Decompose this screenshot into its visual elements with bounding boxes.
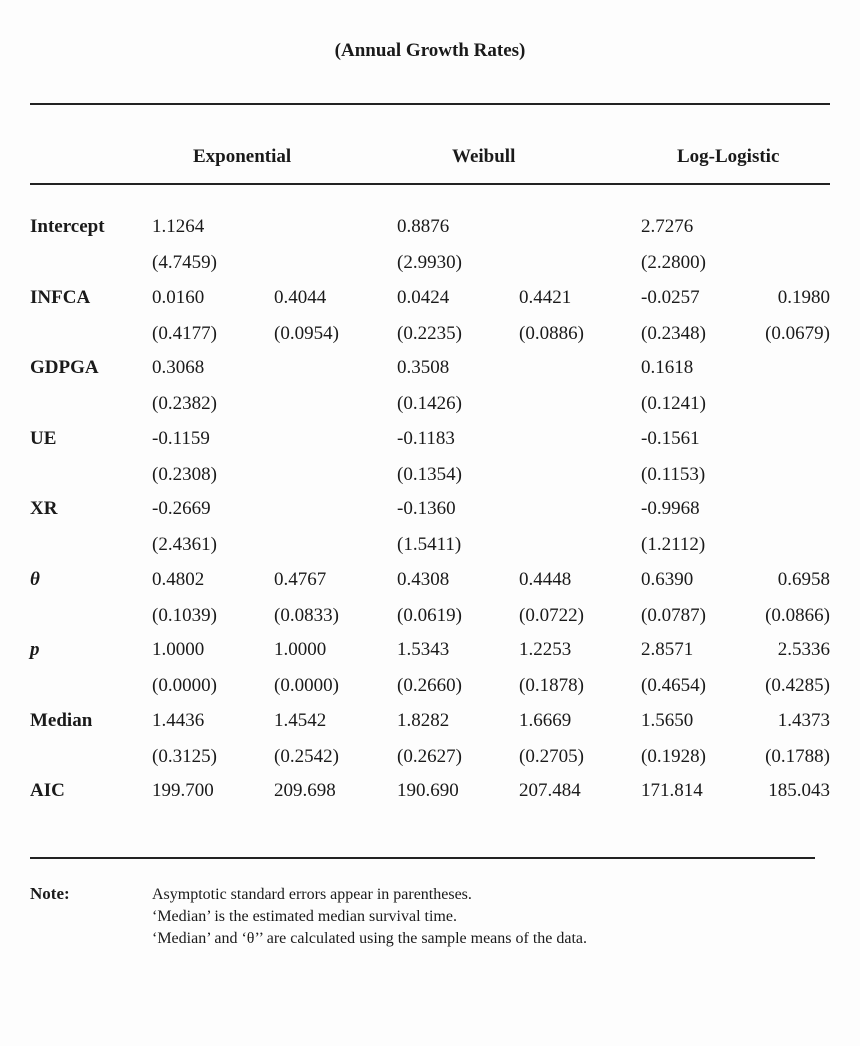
row-label: INFCA xyxy=(30,286,91,308)
estimate-cell: 1.5343 xyxy=(397,639,450,660)
estimate-cell: 1.1264 xyxy=(152,216,205,237)
header-log-logistic: Log-Logistic xyxy=(677,146,780,167)
header-exponential: Exponential xyxy=(193,146,292,167)
estimate-cell: 0.3068 xyxy=(152,357,205,378)
std-error-cell: (0.0619) xyxy=(397,604,462,626)
row-label: XR xyxy=(30,498,58,519)
estimate-cell: 0.4802 xyxy=(152,568,205,590)
estimate-cell: 0.6958 xyxy=(777,568,830,590)
estimate-cell: -0.1183 xyxy=(397,427,455,449)
std-error-cell: (0.0833) xyxy=(274,604,339,626)
row-label: GDPGA xyxy=(30,357,99,378)
note-label: Note: xyxy=(30,884,70,903)
row-label: p xyxy=(30,639,40,660)
std-error-cell: (0.0679) xyxy=(765,322,830,344)
std-error-cell: (0.2542) xyxy=(274,745,339,767)
estimate-cell: 0.1618 xyxy=(641,357,694,378)
std-error-cell: (0.1241) xyxy=(641,393,706,414)
std-error-cell: (1.5411) xyxy=(397,534,462,555)
std-error-cell: (0.1354) xyxy=(397,463,462,485)
estimate-cell: -0.2669 xyxy=(152,498,211,519)
estimate-cell: 1.5650 xyxy=(641,709,694,731)
estimate-cell: 190.690 xyxy=(397,780,459,801)
std-error-cell: (0.2348) xyxy=(641,322,706,344)
note-line: ‘Median’ is the estimated median survival time. xyxy=(152,908,457,925)
estimate-cell: -0.9968 xyxy=(641,498,700,519)
std-error-cell: (2.9930) xyxy=(397,252,462,273)
header-rule xyxy=(30,183,830,185)
std-error-cell: (1.2112) xyxy=(641,534,706,555)
estimate-cell: 171.814 xyxy=(641,780,703,801)
std-error-cell: (0.0000) xyxy=(274,675,339,696)
std-error-cell: (0.1153) xyxy=(641,463,706,485)
table-title: (Annual Growth Rates) xyxy=(334,40,526,61)
estimate-cell: 0.4044 xyxy=(274,286,327,308)
std-error-cell: (0.0722) xyxy=(519,604,584,626)
top-rule xyxy=(30,103,830,105)
estimate-cell: 1.2253 xyxy=(519,639,572,660)
estimate-cell: 0.0160 xyxy=(152,286,205,308)
row-label: UE xyxy=(30,427,57,449)
std-error-cell: (0.4285) xyxy=(765,675,830,696)
estimate-cell: 2.5336 xyxy=(777,639,830,660)
estimate-cell: 199.700 xyxy=(152,780,214,801)
estimate-cell: 1.4542 xyxy=(274,709,327,731)
note-text xyxy=(152,884,587,950)
std-error-cell: (4.7459) xyxy=(152,252,217,273)
std-error-cell: (0.2705) xyxy=(519,745,584,767)
estimate-cell: 1.4436 xyxy=(152,709,205,731)
estimate-cell: 0.4308 xyxy=(397,568,450,590)
std-error-cell: (0.1928) xyxy=(641,745,706,767)
estimate-cell: -0.1360 xyxy=(397,498,456,519)
header-weibull: Weibull xyxy=(452,146,516,167)
row-label: AIC xyxy=(30,780,65,801)
estimate-cell: 0.1980 xyxy=(777,286,830,308)
std-error-cell: (0.0000) xyxy=(152,675,217,696)
std-error-cell: (0.4654) xyxy=(641,675,706,696)
estimate-cell: 2.8571 xyxy=(641,639,694,660)
estimate-cell: 0.4421 xyxy=(519,286,572,308)
std-error-cell: (2.4361) xyxy=(152,534,217,555)
estimate-cell: -0.0257 xyxy=(641,286,700,308)
row-label: θ xyxy=(30,568,40,590)
estimate-cell: 0.4767 xyxy=(274,568,327,590)
std-error-cell: (0.2627) xyxy=(397,745,462,767)
std-error-cell: (0.2660) xyxy=(397,675,462,696)
estimate-cell: -0.1159 xyxy=(152,427,210,449)
note-line: ‘Median’ and ‘θ’’ are calculated using the sample means of the data. xyxy=(152,930,588,947)
row-label: Median xyxy=(30,709,93,731)
std-error-cell: (0.2308) xyxy=(152,463,217,485)
estimate-cell: 0.4448 xyxy=(519,568,572,590)
estimate-cell: 1.8282 xyxy=(397,709,450,731)
row-label: Intercept xyxy=(30,216,105,237)
estimate-cell: 1.4373 xyxy=(777,709,830,731)
estimate-cell: -0.1561 xyxy=(641,427,700,449)
bottom-rule xyxy=(30,857,815,859)
std-error-cell: (0.4177) xyxy=(152,322,217,344)
estimate-cell: 0.0424 xyxy=(397,286,450,308)
std-error-cell: (0.0787) xyxy=(641,604,706,626)
std-error-cell: (0.1878) xyxy=(519,675,584,696)
estimate-cell: 2.7276 xyxy=(641,216,694,237)
estimate-cell: 1.0000 xyxy=(274,639,327,660)
std-error-cell: (0.3125) xyxy=(152,745,217,767)
std-error-cell: (0.2382) xyxy=(152,393,217,414)
note-line: Asymptotic standard errors appear in parentheses. xyxy=(152,886,472,903)
estimate-cell: 209.698 xyxy=(274,780,336,801)
estimate-cell: 207.484 xyxy=(519,780,581,801)
std-error-cell: (2.2800) xyxy=(641,252,706,273)
estimate-cell: 1.0000 xyxy=(152,639,205,660)
std-error-cell: (0.0866) xyxy=(765,604,830,626)
std-error-cell: (0.1426) xyxy=(397,393,462,414)
estimate-cell: 0.8876 xyxy=(397,216,450,237)
estimate-cell: 185.043 xyxy=(768,780,830,801)
estimate-cell: 0.6390 xyxy=(641,568,694,590)
std-error-cell: (0.0886) xyxy=(519,322,584,344)
std-error-cell: (0.0954) xyxy=(274,322,339,344)
std-error-cell: (0.1039) xyxy=(152,604,217,626)
std-error-cell: (0.1788) xyxy=(765,745,830,767)
std-error-cell: (0.2235) xyxy=(397,322,462,344)
estimate-cell: 0.3508 xyxy=(397,357,450,378)
estimate-cell: 1.6669 xyxy=(519,709,572,731)
